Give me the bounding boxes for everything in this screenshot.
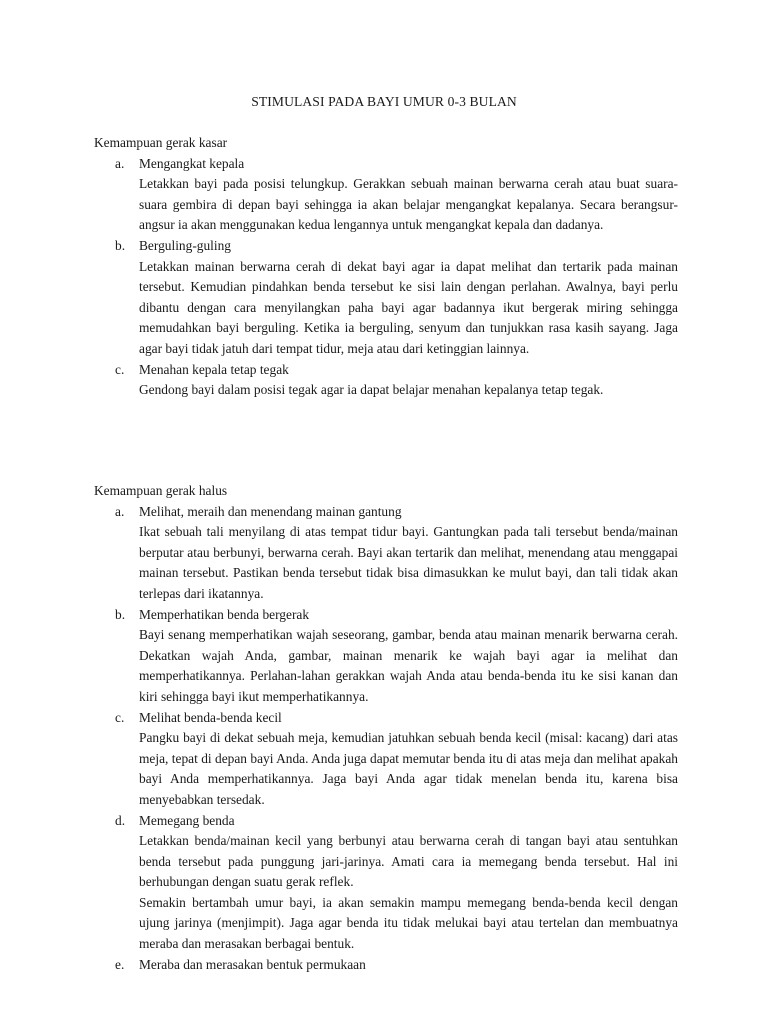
item-title: Mengangkat kepala: [139, 155, 245, 171]
list-marker: b.: [115, 237, 126, 253]
list-item: [94, 360, 678, 401]
item-title: Melihat, meraih dan menendang mainan gantung: [139, 503, 402, 519]
list-item: [94, 708, 678, 811]
section-heading: Kemampuan gerak kasar: [94, 135, 228, 150]
item-paragraph: Letakkan benda/mainan kecil yang berbunyi atau berwarna cerah di tangan bayi atau sentuhkan benda tersebut pada punggung jari-jarinya. Amati cara ia memegang benda tersebut. Hal ini berhubungan dengan suatu gerak reflek.: [139, 833, 678, 890]
item-paragraph: Gendong bayi dalam posisi tegak agar ia dapat belajar menahan kepalanya tetap tegak.: [139, 382, 604, 398]
list-marker: a.: [115, 503, 125, 519]
item-paragraph: Letakkan mainan berwarna cerah di dekat bayi agar ia dapat melihat dan tertarik pada mainan tersebut. Kemudian pindahkan benda tersebut ke sisi lain dengan perlahan. Awalnya, bayi perlu dibantu dengan cara menyilangkan paha bayi agar badannya ikut bergerak miring sehingga memudahkan bayi berguling. Ketika ia berguling, senyum dan tunjukkan rasa kasih sayang. Jaga agar bayi tidak jatuh dari tempat tidur, meja atau dari ketinggian lainnya.: [139, 258, 678, 356]
item-paragraph: Pangku bayi di dekat sebuah meja, kemudian jatuhkan sebuah benda kecil (misal: kacang) dari atas meja, tepat di depan bayi Anda. Anda juga dapat memutar benda itu di atas meja dan melihat apakah bayi Anda memperhatikannya. Jaga bayi Anda agar tidak menelan benda itu, karena bisa menyebabkan tersedak.: [139, 730, 678, 807]
list-item: [94, 154, 678, 236]
item-paragraph: Ikat sebuah tali menyilang di atas tempat tidur bayi. Gantungkan pada tali tersebut benda/mainan berputar atau berbunyi, berwarna cerah. Bayi akan tertarik dan melihat, menendang atau menggapai mainan tersebut. Pastikan benda tersebut tidak bisa dimasukkan ke mulut bayi, dan tali tidak akan terlepas dari ikatannya.: [139, 524, 678, 601]
list-item: [94, 955, 678, 976]
list-marker: d.: [115, 812, 126, 828]
list-marker: c.: [115, 361, 125, 377]
list-item: [94, 811, 678, 955]
document-title: STIMULASI PADA BAYI UMUR 0-3 BULAN: [251, 94, 517, 109]
item-paragraph: Letakkan bayi pada posisi telungkup. Gerakkan sebuah mainan berwarna cerah atau buat suara-suara gembira di depan bayi sehingga ia akan belajar mengangkat kepalanya. Secara berangsur-angsur ia akan menggunakan kedua lengannya untuk mengangkat kepala dan dadanya.: [139, 176, 678, 233]
item-title: Berguling-guling: [139, 237, 231, 253]
list-marker: b.: [115, 606, 126, 622]
section-heading: Kemampuan gerak halus: [94, 483, 228, 498]
item-title: Memperhatikan benda bergerak: [139, 606, 310, 622]
list-marker: c.: [115, 709, 125, 725]
list-item: [94, 605, 678, 708]
item-title: Melihat benda-benda kecil: [139, 709, 282, 725]
list-item: [94, 236, 678, 360]
list-marker: a.: [115, 155, 125, 171]
item-paragraph: Bayi senang memperhatikan wajah seseorang, gambar, benda atau mainan menarik berwarna cerah. Dekatkan wajah Anda, gambar, mainan menarik ke wajah bayi agar ia melihat dan memperhatikannya. Perlahan-lahan gerakkan wajah Anda atau benda-benda itu ke sisi kanan dan kiri sehingga bayi ikut memperhatikannya.: [139, 627, 678, 704]
list-marker: e.: [115, 956, 125, 972]
item-title: Meraba dan merasakan bentuk permukaan: [139, 956, 366, 972]
item-paragraph: Semakin bertambah umur bayi, ia akan semakin mampu memegang benda-benda kecil dengan ujung jarinya (menjimpit). Jaga agar benda itu tidak melukai bayi atau tertelan dan membuatnya meraba dan merasakan berbagai bentuk.: [139, 894, 678, 952]
section-gerak-halus: [94, 481, 678, 975]
item-title: Memegang benda: [139, 812, 235, 828]
item-title: Menahan kepala tetap tegak: [139, 361, 289, 377]
list-item: [94, 502, 678, 605]
section-gerak-kasar: [94, 133, 678, 401]
